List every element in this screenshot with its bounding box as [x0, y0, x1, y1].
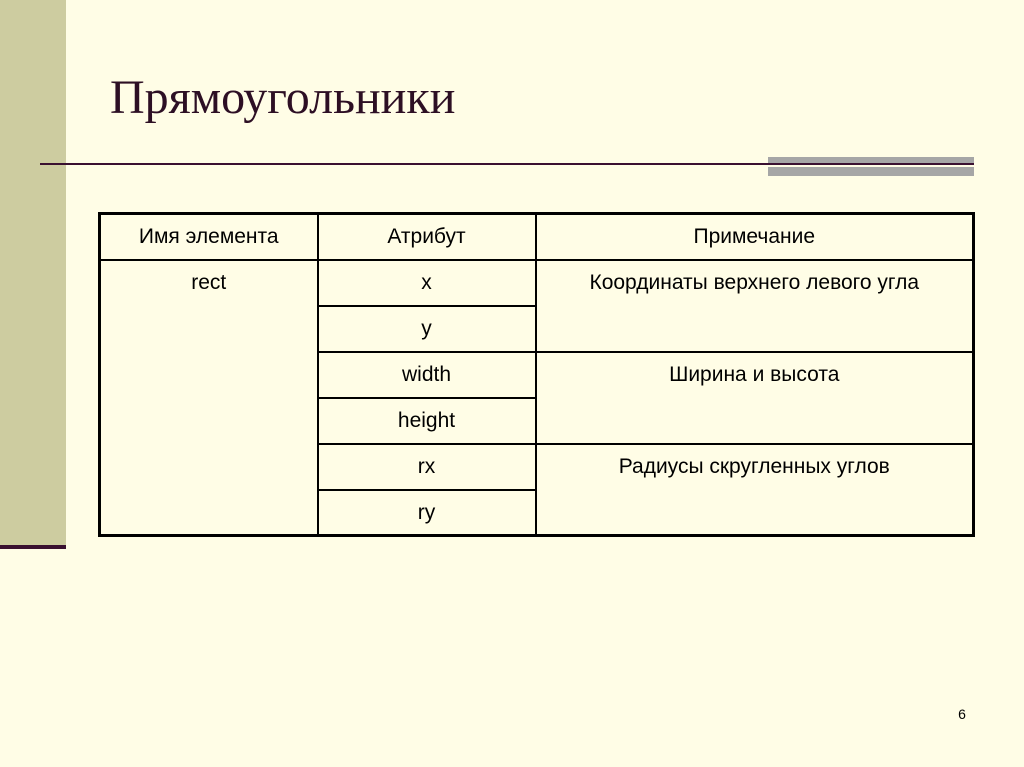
title-rule-accent-bottom	[768, 167, 974, 176]
table-row	[100, 260, 974, 306]
attribute-cell: rx	[318, 444, 536, 490]
title-rule-accent-top	[768, 157, 974, 163]
note-cell: Радиусы скругленных углов	[536, 444, 974, 536]
element-name-cell: rect	[100, 260, 318, 536]
left-bar-underline	[0, 545, 66, 549]
header-note: Примечание	[536, 214, 974, 260]
table-header-row	[100, 214, 974, 260]
left-decorative-bar	[0, 0, 66, 546]
header-attribute: Атрибут	[318, 214, 536, 260]
slide-title: Прямоугольники	[110, 71, 456, 124]
rect-attributes-table	[98, 212, 975, 537]
attribute-cell: height	[318, 398, 536, 444]
header-element-name: Имя элемента	[100, 214, 318, 260]
attribute-cell: x	[318, 260, 536, 306]
title-rule-accent	[768, 157, 974, 177]
attribute-cell: y	[318, 306, 536, 352]
page-number: 6	[958, 706, 966, 722]
note-cell: Координаты верхнего левого угла	[536, 260, 974, 352]
note-cell: Ширина и высота	[536, 352, 974, 444]
attribute-cell: ry	[318, 490, 536, 536]
attribute-cell: width	[318, 352, 536, 398]
